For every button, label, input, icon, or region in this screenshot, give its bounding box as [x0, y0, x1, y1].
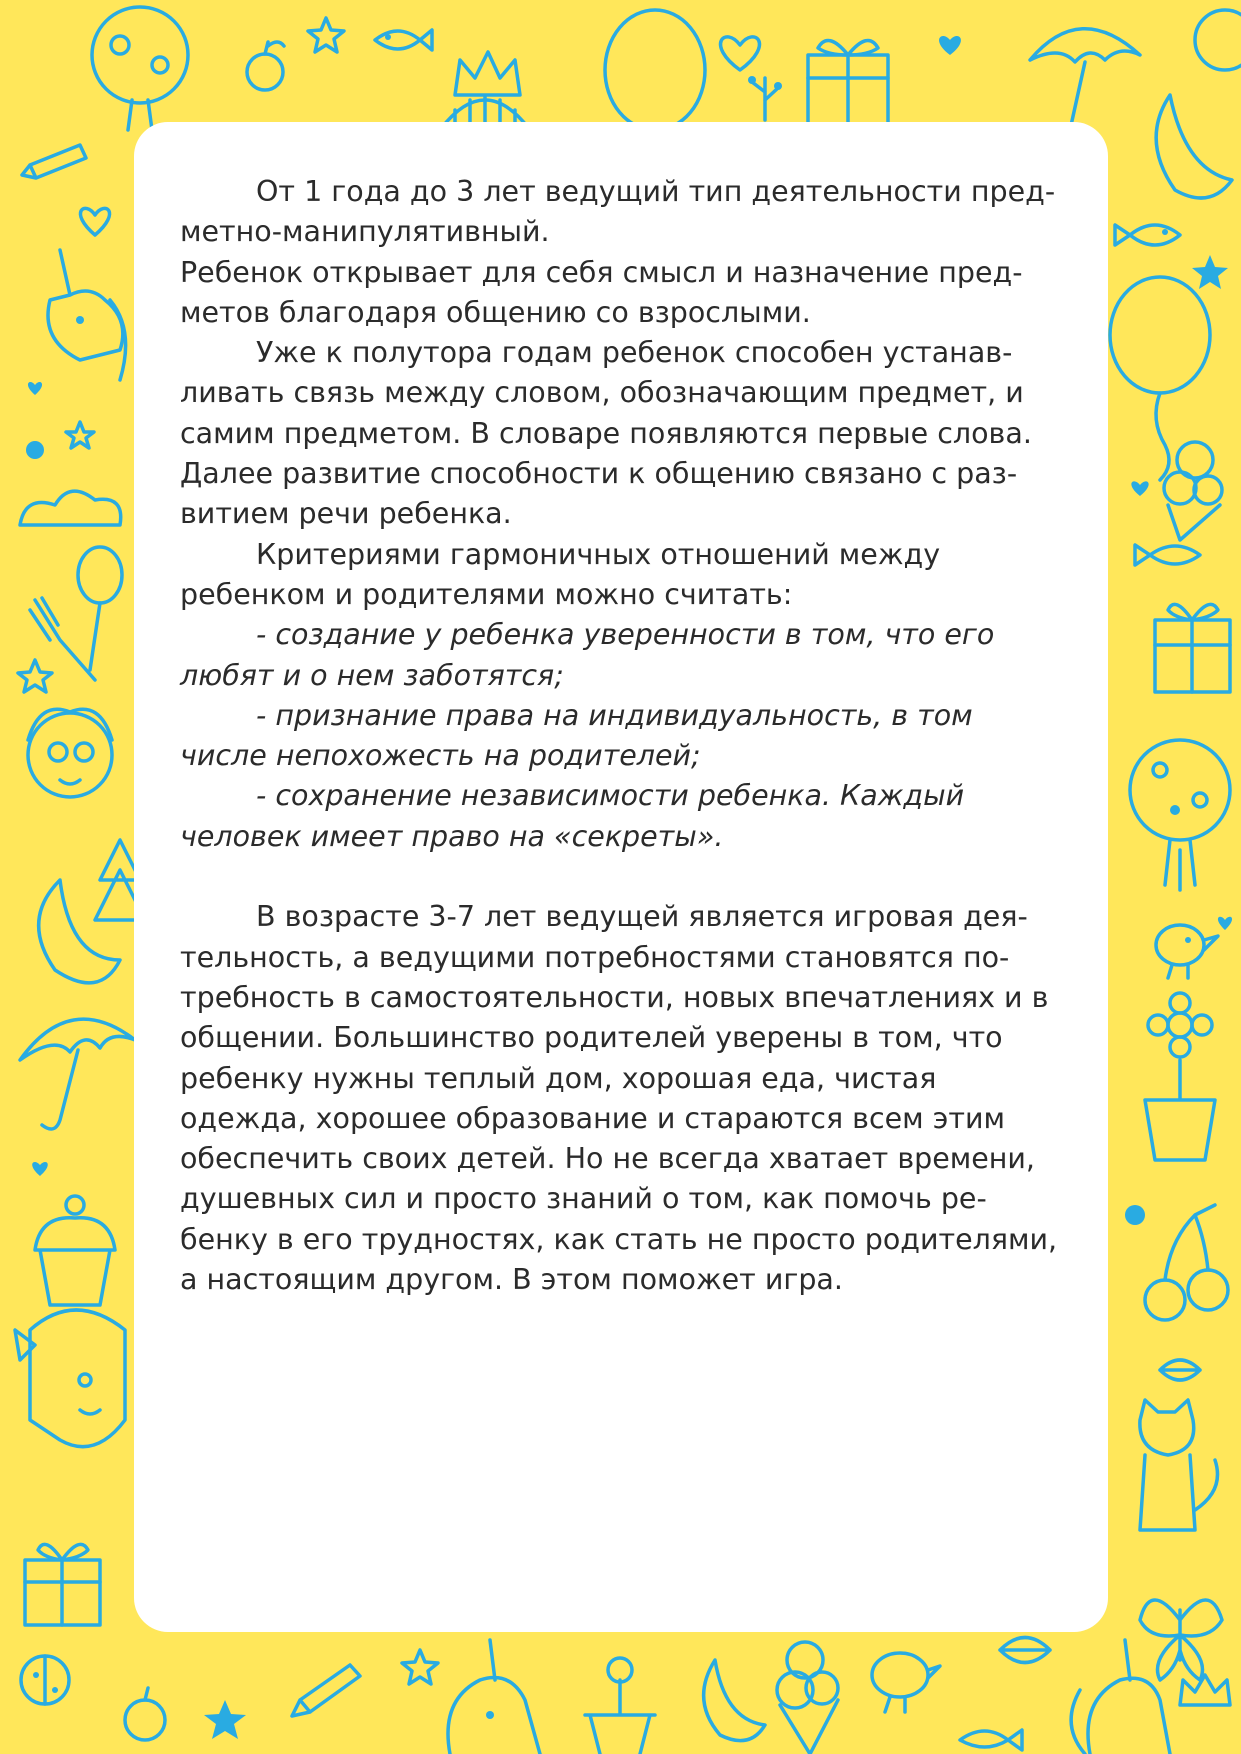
tree-icon [1195, 10, 1241, 70]
tree-icon [92, 7, 188, 130]
gift-icon [808, 40, 888, 125]
pencil-icon [292, 1665, 360, 1716]
umbrella-icon [1030, 29, 1140, 130]
leaf-icon [1000, 1638, 1050, 1663]
star-icon [308, 18, 344, 52]
heart-icon [28, 382, 42, 395]
article-text [180, 172, 1060, 1300]
star-icon [66, 422, 94, 448]
spoon-fork-icon [30, 547, 122, 680]
tree-icon [1130, 740, 1230, 890]
ice-cream-icon [1164, 442, 1222, 540]
paragraph-5: В возрасте 3-7 лет ведущей является игровая дея-тельность, а ведущими потребностями становятся по-требность в самостоятельности, новых впечатлениях и в общении. Большинство родителей уверены в том, что ребенку нужны теплый дом, хорошая еда, чистая одежда, хорошее образование и стараются всем этим обеспечить своих детей. Но не всегда хватает времени, душевных сил и просто знаний о том, как помочь ре-бенку в его трудностях, как стать не просто родителями, а настоящим другом. В этом поможет игра. [180, 900, 1058, 1297]
plant-icon [748, 76, 782, 120]
star-icon [402, 1650, 438, 1684]
crown-icon [1180, 1675, 1230, 1705]
ice-cream-icon [777, 1642, 838, 1754]
flower-icon [1125, 1205, 1145, 1225]
paragraph-2: Ребенок открывает для себя смысл и назначение пред-метов благодаря общению со взрослыми. [180, 255, 1023, 329]
unicorn-icon [448, 1640, 540, 1754]
flower-icon [26, 441, 44, 459]
flower-pot-icon [585, 1658, 655, 1754]
moon-icon [1156, 95, 1232, 198]
apple-icon [247, 42, 284, 90]
cherry-icon [1145, 1205, 1228, 1320]
gift-icon [1155, 604, 1230, 692]
leaf-icon [1160, 1360, 1200, 1380]
girl-icon [28, 709, 112, 797]
bird-icon [872, 1653, 940, 1712]
fish-icon [375, 30, 432, 50]
gift-icon [25, 1544, 100, 1625]
heart-icon [1131, 481, 1148, 496]
cloud-icon [20, 491, 121, 525]
apple-icon [125, 1688, 165, 1740]
heart-icon [939, 36, 961, 55]
bird-icon [1156, 925, 1218, 978]
cupcake-icon [35, 1196, 115, 1305]
list-item-2: - признание права на индивидуальность, в том числе непохожесть на родителей; [180, 698, 973, 773]
butterfly-icon [1140, 1600, 1222, 1680]
moon-icon [704, 1660, 765, 1741]
star-icon [204, 1700, 246, 1739]
list-item-1: - создание у ребенка уверенности в том, что его любят и о нем заботятся; [180, 618, 995, 692]
paragraph-3: Уже к полутора годам ребенок способен устанав-ливать связь между словом, обозначающим предмет, и самим предметом. В словаре появляются первые слова. Далее развитие способности к общению связано с раз-витием речи ребенка. [180, 336, 1032, 531]
paragraph-4: Критериями гармоничных отношений между ребенком и родителями можно считать: [180, 537, 941, 611]
fish-icon [960, 1730, 1022, 1750]
star-icon [18, 660, 52, 692]
flower-pot-icon [1145, 993, 1215, 1160]
unicorn-icon [1088, 1640, 1170, 1754]
girl-icon [15, 1310, 125, 1447]
pencil-icon [22, 145, 86, 178]
heart-icon [1218, 917, 1232, 930]
star-icon [1192, 255, 1228, 289]
heart-icon [32, 1162, 48, 1176]
paragraph-gap [180, 857, 1060, 897]
cat-icon [1140, 1400, 1218, 1530]
heart-icon [721, 37, 760, 70]
fish-icon [1135, 545, 1200, 565]
list-item-3: - сохранение независимости ребенка. Каждый человек имеет право на «секреты». [180, 779, 965, 853]
heart-icon [80, 208, 109, 235]
umbrella-icon [20, 1019, 135, 1129]
paragraph-1: От 1 года до 3 лет ведущий тип деятельности пред-метно-манипулятивный. [180, 175, 1056, 249]
unicorn-icon [48, 250, 126, 380]
balloon-icon [1110, 277, 1210, 480]
fish-icon [1115, 225, 1180, 245]
ladybug-icon [21, 1656, 69, 1704]
crown-icon [455, 52, 520, 95]
moon-icon [1071, 1690, 1085, 1754]
